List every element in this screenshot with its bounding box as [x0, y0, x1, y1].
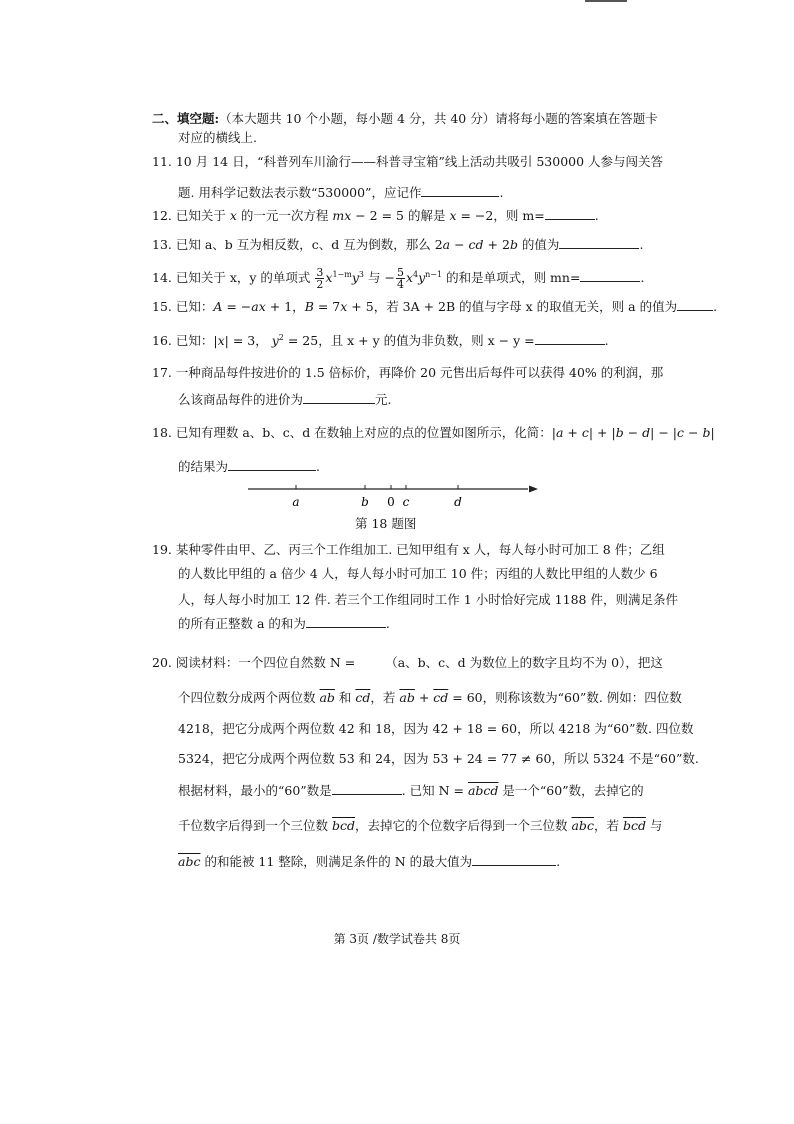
q20-answer-blank-2 [472, 853, 556, 866]
q16-text-b: ，且 x + y 的值为非负数，则 x − y = [318, 333, 535, 349]
q12-text-b: 的一元一次方程 [236, 208, 333, 223]
q14-text-b: 与 [364, 270, 385, 286]
q20-text-5c: 是一个“60”数，去掉它的 [498, 783, 644, 798]
q18-figure-caption: 第 18 题图 [355, 516, 417, 531]
q11-answer-blank [421, 184, 499, 197]
section-note: （本大题共 10 个小题，每小题 4 分，共 40 分）请将每小题的答案填在答题卡 [219, 111, 658, 126]
q20-text-6c: ，若 [593, 818, 623, 833]
q20-text-2c: ，若 [370, 690, 400, 705]
q19-line2: 的人数比甲组的 a 倍少 4 人，每人每小时可加工 10 件；丙组的人数比甲组的人数少 6 [178, 566, 658, 581]
q20-text-1a: 20. 阅读材料：一个四位自然数 N = [152, 655, 356, 670]
q15-answer-blank [677, 298, 713, 311]
q15-text-b: ，若 3A + 2B 的值与字母 x 的取值无关，则 a 的值为 [373, 299, 678, 314]
q14-answer-blank [580, 269, 640, 282]
q12-text-d: ，则 m= [493, 208, 545, 223]
q19-line1: 19. 某种零件由甲、乙、丙三个工作组加工. 已知甲组有 x 人，每人每小时可加工 8 件；乙组 [152, 542, 665, 557]
q17-line1: 17. 一种商品每件按进价的 1.5 倍标价，再降价 20 元售出后每件可以获得 40% 的利润，那 [152, 365, 664, 380]
label-b: b [361, 495, 369, 509]
q19-answer-blank [306, 615, 386, 628]
label-d: d [454, 495, 462, 509]
q20-text-5a: 根据材料，最小的“60”数是 [178, 783, 332, 798]
q19-line4: 的所有正整数 a 的和为 . [178, 616, 390, 631]
q16-answer-blank [535, 332, 605, 345]
q18-text: 18. 已知有理数 a、b、c、d 在数轴上对应的点的位置如图所示，化简： [152, 425, 552, 440]
q14: 14. 已知关于 x，y 的单项式 $\frac{3}{2}$ $x^{1-m}y^3$ 与 − $\frac{5}{4}$ $x^4y^{n-1}$ 的和是单项式，则 mn= . [152, 266, 645, 292]
q20-text-5b: . 已知 N = [401, 783, 468, 798]
q14-frac-2: $\frac{5}{4}$ [396, 266, 404, 292]
q12-text-a: 12. 已知关于 [152, 208, 230, 223]
q12: 12. 已知关于 x 的一元一次方程 mx − 2 = 5 的解是 x = −2，则 m= . [152, 208, 599, 223]
q11-text: 题. 用科学记数法表示数“530000”，应记作 [178, 185, 422, 200]
q20-line2: 个四位数分成两个两位数 $\overline{ab}$ 和 $\overline{cd}$，若 $\overline{ab} + \overline{cd} = 60$，则称该数为“60”数. 例如：四位数 [178, 690, 682, 705]
q20-line6: 千位数字后得到一个三位数 $\overline{bcd}$，去掉它的个位数字后得到一个三位数 $\overline{abc}$，若 $\overline{bcd}$ 与 [178, 818, 663, 833]
q20-text-2a: 个四位数分成两个两位数 [178, 690, 320, 705]
q18-line2: 的结果为 . [178, 459, 320, 474]
q19-line3: 人，每人每小时加工 12 件. 若三个工作组同时工作 1 小时恰好完成 1188 件，则满足条件 [178, 592, 678, 607]
q20-text-1b: （a、b、c、d 为数位上的数字且均不为 0），把这 [385, 655, 663, 670]
q20-line7: $\overline{abc}$ 的和能被 11 整除，则满足条件的 N 的最大值为 . [178, 854, 561, 869]
q20-line3: 4218，把它分成两个两位数 42 和 18，因为 42 + 18 = 60，所以 4218 为“60”数. 四位数 [178, 721, 694, 736]
q14-text-a: 14. 已知关于 x，y 的单项式 [152, 270, 315, 286]
q20-line4: 5324，把它分成两个两位数 53 和 24，因为 53 + 24 = 77 ≠ 60，所以 5324 不是“60”数. [178, 751, 699, 766]
section-header [152, 110, 658, 128]
q19-text: 的所有正整数 a 的和为 [178, 616, 306, 631]
q20-text-2d: ，则称该数为“60”数. 例如：四位数 [482, 690, 682, 705]
q17-unit: 元. [375, 392, 392, 407]
q13-answer-blank [559, 236, 639, 249]
q20-text-6d: 与 [645, 818, 663, 833]
q13-text-a: 13. 已知 a、b 互为相反数，c、d 互为倒数，那么 [152, 237, 435, 252]
q17-answer-blank [303, 391, 375, 404]
q13-text-b: 的值为 [517, 237, 560, 252]
q17-line2 [178, 391, 392, 409]
scan-edge-mark [585, 0, 627, 2]
q20-text-2b: 和 [334, 690, 356, 705]
q15: 15. 已知：A = −ax + 1，B = 7x + 5，若 3A + 2B 的值与字母 x 的取值无关，则 a 的值为 . [152, 299, 718, 314]
q20-answer-blank-1 [332, 782, 402, 795]
q12-answer-blank [545, 207, 595, 220]
q14-frac-1: $\frac{3}{2}$ [316, 266, 324, 292]
q18-text-2: 的结果为 [178, 459, 229, 474]
q18-line1: 18. 已知有理数 a、b、c、d 在数轴上对应的点的位置如图所示，化简：|a + c| + |b − d| − |c − b| [152, 425, 715, 440]
q20-text-7a: 的和能被 11 整除，则满足条件的 N 的最大值为 [200, 854, 473, 869]
q11-line2: 题. 用科学记数法表示数“530000”，应记作 . [178, 185, 504, 200]
q20-text-6a: 千位数字后得到一个三位数 [178, 818, 332, 833]
number-line [248, 478, 538, 518]
number-line-arrow [529, 486, 538, 493]
section-heading: 二、填空题: [152, 111, 220, 126]
q16: 16. 已知：|x| = 3， $y^2 = 25$，且 x + y 的值为非负数，则 x − y = . [152, 333, 609, 349]
q14-text-c: 的和是单项式，则 mn= [442, 270, 581, 286]
label-a: a [292, 495, 300, 509]
q12-text-c: 的解是 [404, 208, 450, 223]
q11-line1: 11. 10 月 14 日，“科普列车川渝行——科普寻宝箱”线上活动共吸引 530000 人参与闯关答 [152, 154, 664, 169]
q20-line5: 根据材料，最小的“60”数是 . 已知 N = abcd 是一个“60”数，去掉它的 [178, 783, 644, 798]
q17-text: 么该商品每件的进价为 [178, 392, 304, 407]
q18-answer-blank [228, 458, 316, 471]
q15-text-a: 15. 已知： [152, 299, 214, 314]
label-0: 0 [387, 495, 395, 509]
q16-text-a: 16. 已知： [152, 333, 214, 349]
q20-line1 [152, 654, 663, 672]
q20-text-6b: ，去掉它的个位数字后得到一个三位数 [355, 818, 572, 833]
q13: 13. 已知 a、b 互为相反数，c、d 互为倒数，那么 2a − cd + 2b 的值为 . [152, 237, 644, 252]
section-note-cont: 对应的横线上. [178, 130, 257, 145]
label-c: c [402, 495, 410, 509]
page-footer: 第 3页 /数学试卷共 8页 [333, 932, 461, 946]
